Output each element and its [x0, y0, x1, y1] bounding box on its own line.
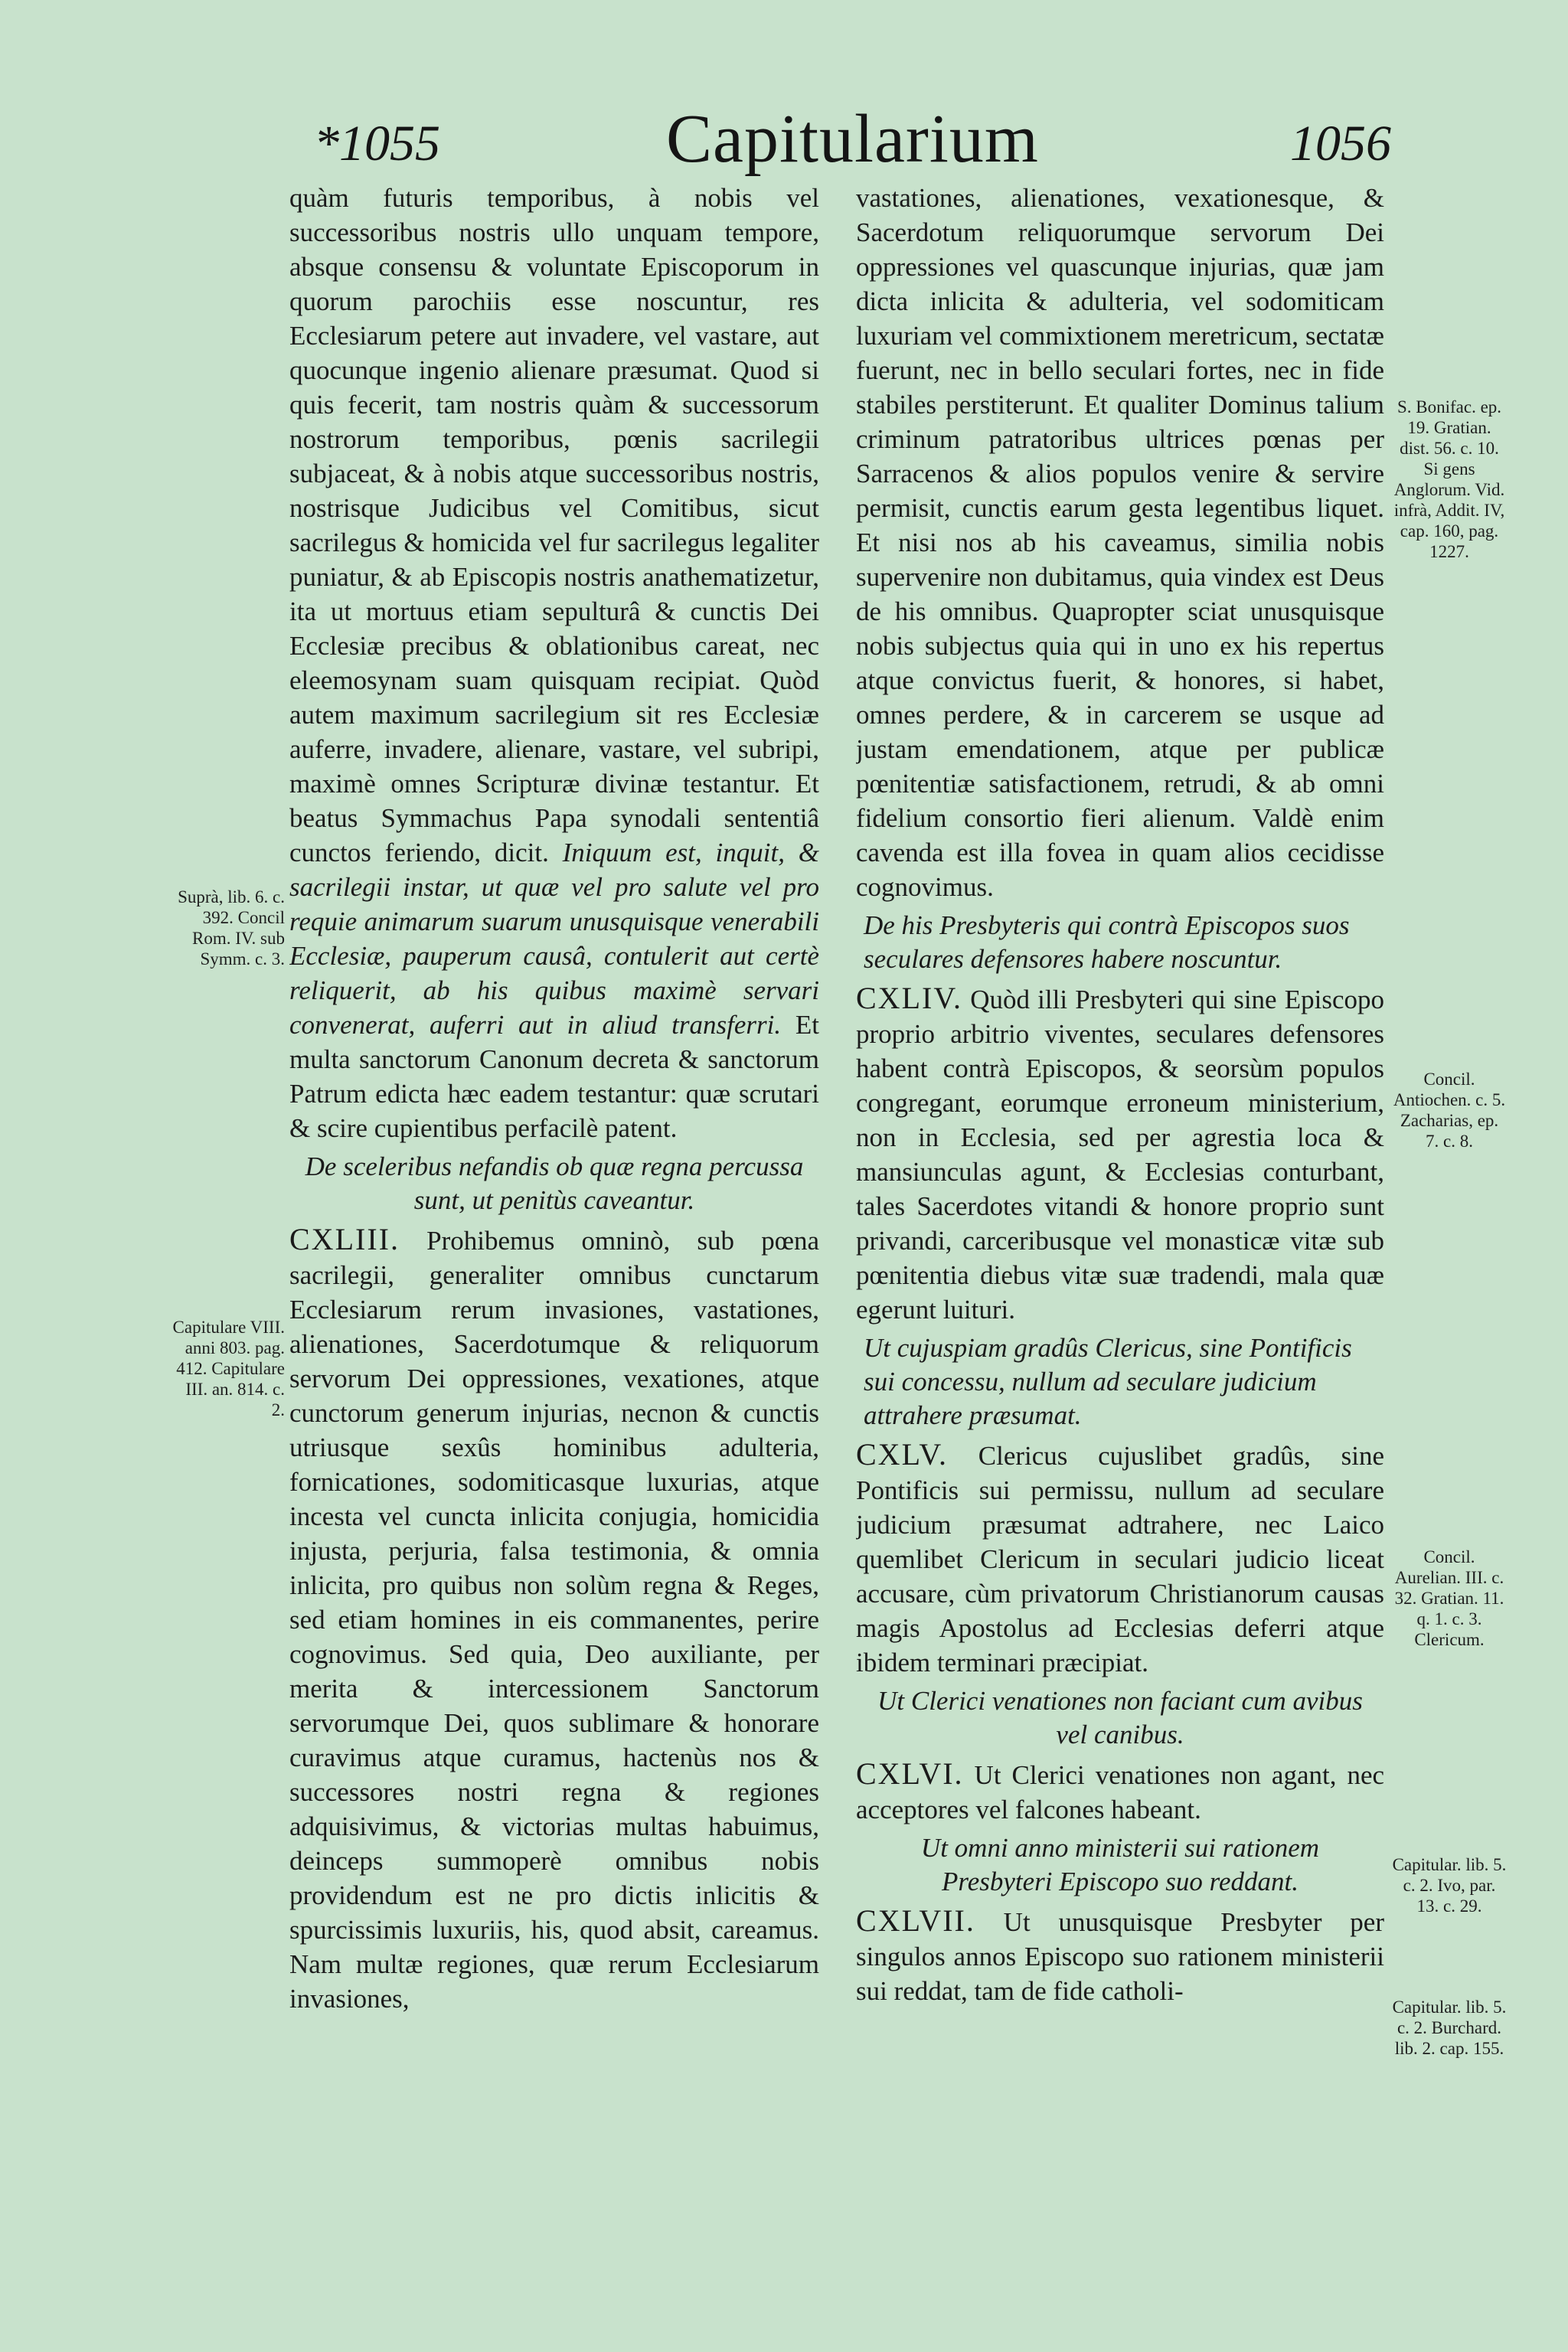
- canon-paragraph: [289, 1222, 819, 2016]
- left-text-column: [289, 181, 819, 2202]
- margin-note: Concil. Aurelian. III. c. 32. Gratian. 11. q. 1. c. 3. Clericum.: [1394, 1547, 1504, 1649]
- section-heading: De his Presbyteris qui contrà Episcopos suos seculares defensores habere noscuntur.: [864, 910, 1350, 974]
- margin-note: Capitular. lib. 5. c. 2. Ivo, par. 13. c. 29.: [1392, 1855, 1507, 1916]
- canon-text: Prohibemus omninò, sub pœna sacrilegii, generaliter omnibus cunctarum Ecclesiarum rerum invasiones, vastationes, alienationes, Sacerdotumque & reliquorum servorum Dei oppressiones, vexationes, atque cunctorum generum injurias, necnon & cunctis utriusque sexûs hominibus adulteria, fornicationes, sodomiticasque luxurias, atque incesta vel cuncta inlicita conjugia, homicidia injusta, perjuria, falsa testimonia, & omnia inlicita, pro quibus non solùm regna & Reges, sed etiam homines in eis commanentes, perire cognovimus. Sed quia, Deo auxiliante, per merita & intercessionem Sanctorum servorumque Dei, quos sublimare & honorare curavimus atque curamus, hactenùs nos & successores nostri regna & regiones adquisivimus, & victorias multas habuimus, deinceps summoperè omnibus nobis providendum est ne pro dictis inlicitis & spurcissimis luxuriis, his, quod absit, careamus. Nam multæ regiones, quæ rerum Ecclesiarum invasiones,: [289, 1226, 819, 2014]
- canon-number: CXLV.: [856, 1437, 949, 1472]
- margin-note: S. Bonifac. ep. 19. Gratian. dist. 56. c. 10. Si gens Anglorum. Vid. infrà, Addit. IV, cap. 160, pag. 1227.: [1393, 397, 1505, 561]
- right-page-number: 1056: [1290, 116, 1391, 172]
- paragraph-text: Et multa sanctorum Canonum decreta & sanctorum Patrum edicta hæc eadem testantur: quæ scrutari & scire cupientibus perfacilè patent.: [289, 1010, 819, 1143]
- section-heading: Ut cujuspiam gradûs Clericus, sine Pontificis sui concessu, nullum ad seculare judicium attrahere præsumat.: [864, 1333, 1352, 1430]
- canon-number: CXLVII.: [856, 1903, 975, 1938]
- margin-note: Capitulare VIII. anni 803. pag. 412. Capitulare III. an. 814. c. 2.: [172, 1318, 285, 1419]
- paragraph: [289, 181, 819, 1145]
- margin-note: Suprà, lib. 6. c. 392. Concil Rom. IV. sub Symm. c. 3.: [178, 887, 285, 969]
- canon-paragraph: [856, 981, 1384, 1327]
- section-heading: Ut omni anno ministerii sui rationem Presbyteri Episcopo suo reddant.: [920, 1833, 1320, 1896]
- paragraph: vastationes, alienationes, vexationesque, & Sacerdotum reliquorumque servorum Dei oppressiones vel quascunque injurias, quæ jam dicta inlicita & adulteria, vel sodomiticam luxuriam vel commixtionem meretricum, sectatæ fuerunt, nec in bello seculari fortes, nec in fide stabiles perstiterunt. Et qualiter Dominus talium criminum patratoribus ultrices pœnas per Sarracenos & alios populos venire & servire permisit, cunctis earum gesta legentibus liquet. Et nisi nos ab his caveamus, similia nobis supervenire non dubitamus, quia vindex est Deus de his omnibus. Quapropter sciat unusquisque nobis subjectus quia qui in uno ex his repertus atque convictus fuerit, & honores, si habet, omnes perdere, & in carcerem se usque ad justam emendationem, atque per publicæ pœnitentiæ satisfactionem, retrudi, & ab omni fidelium consortio fieri alienum. Valdè enim cavenda est illa fovea in quam alios cecidisse cognovimus.: [856, 183, 1384, 902]
- section-heading: De sceleribus nefandis ob quæ regna percussa sunt, ut penitùs caveantur.: [305, 1152, 804, 1215]
- margin-note: Concil. Antiochen. c. 5. Zacharias, ep. 7. c. 8.: [1393, 1070, 1506, 1151]
- quotation: Iniquum est, inquit, & sacrilegii instar, ut quæ vel pro salute vel pro requie animarum suarum unusquisque venerabili Ecclesiæ, pauperum causâ, contulerit aut certè reliquerit, ab his quibus maximè servari convenerat, auferri aut in aliud transferri.: [289, 838, 819, 1040]
- paragraph-text: quàm futuris temporibus, à nobis vel successoribus nostris ullo unquam tempore, absque consensu & voluntate Episcoporum in quorum parochiis esse noscuntur, res Ecclesiarum petere aut invadere, vel vastare, aut quocunque ingenio alienare præsumat. Quod si quis fecerit, tam nostris quàm & successorum nostrorum temporibus, pœnis sacrilegii subjaceat, & à nobis atque successoribus nostris, nostrisque Judicibus vel Comitibus, sicut sacrilegus & homicida vel fur sacrilegus legaliter puniatur, & ab Episcopis nostris anathematizetur, ita ut mortuus etiam sepulturâ & cunctis Dei Ecclesiæ precibus & oblationibus careat, nec eleemosynam suam quisquam recipiat. Quòd autem maximum sacrilegium sit res Ecclesiæ auferre, invadere, alienare, vastare, vel subripi, maximè omnes Scripturæ divinæ testantur. Et beatus Symmachus Papa synodali sententiâ cunctos feriendo, dicit.: [289, 183, 819, 867]
- canon-text: Quòd illi Presbyteri qui sine Episcopo proprio arbitrio viventes, seculares defensores habent contrà Episcopos, & seorsùm populos congregant, eorumque erroneum ministerium, non in Ecclesia, sed per agrestia loca & mansiunculas agunt, & Ecclesias conturbant, tales Sacerdotes vitandi & honore proprio sunt privandi, carceribusque vel monasticæ vitæ sub pœnitentia diebus vitæ suæ tradendi, mala quæ egerunt luituri.: [856, 985, 1384, 1325]
- canon-text: Clericus cujuslibet gradûs, sine Pontificis sui permissu, nullum ad seculare judicium præsumat adtrahere, nec Laico quemlibet Clericum in seculari judicio liceat accusare, cùm privatorum Christianorum causas magis Apostolus ad Ecclesias deferri atque ibidem terminari præcipiat.: [856, 1441, 1384, 1677]
- canon-paragraph: [856, 1437, 1384, 1680]
- running-title: Capitularium: [666, 101, 1039, 177]
- canon-text: Ut Clerici venationes non agant, nec acceptores vel falcones habeant.: [856, 1760, 1384, 1824]
- margin-note: Capitular. lib. 5. c. 2. Burchard. lib. 2. cap. 155.: [1392, 1998, 1507, 2058]
- canon-number: CXLIII.: [289, 1222, 400, 1256]
- canon-number: CXLIV.: [856, 981, 963, 1015]
- canon-text: Ut unusquisque Presbyter per singulos annos Episcopo suo rationem ministerii sui reddat, tam de fide catholi-: [856, 1907, 1384, 2006]
- canon-paragraph: [856, 1756, 1384, 1827]
- section-heading: Ut Clerici venationes non faciant cum avibus vel canibus.: [877, 1686, 1363, 1749]
- canon-number: CXLVI.: [856, 1756, 964, 1791]
- right-text-column: [856, 181, 1384, 2202]
- canon-paragraph: [856, 1903, 1384, 2008]
- left-page-number: *1055: [314, 116, 440, 172]
